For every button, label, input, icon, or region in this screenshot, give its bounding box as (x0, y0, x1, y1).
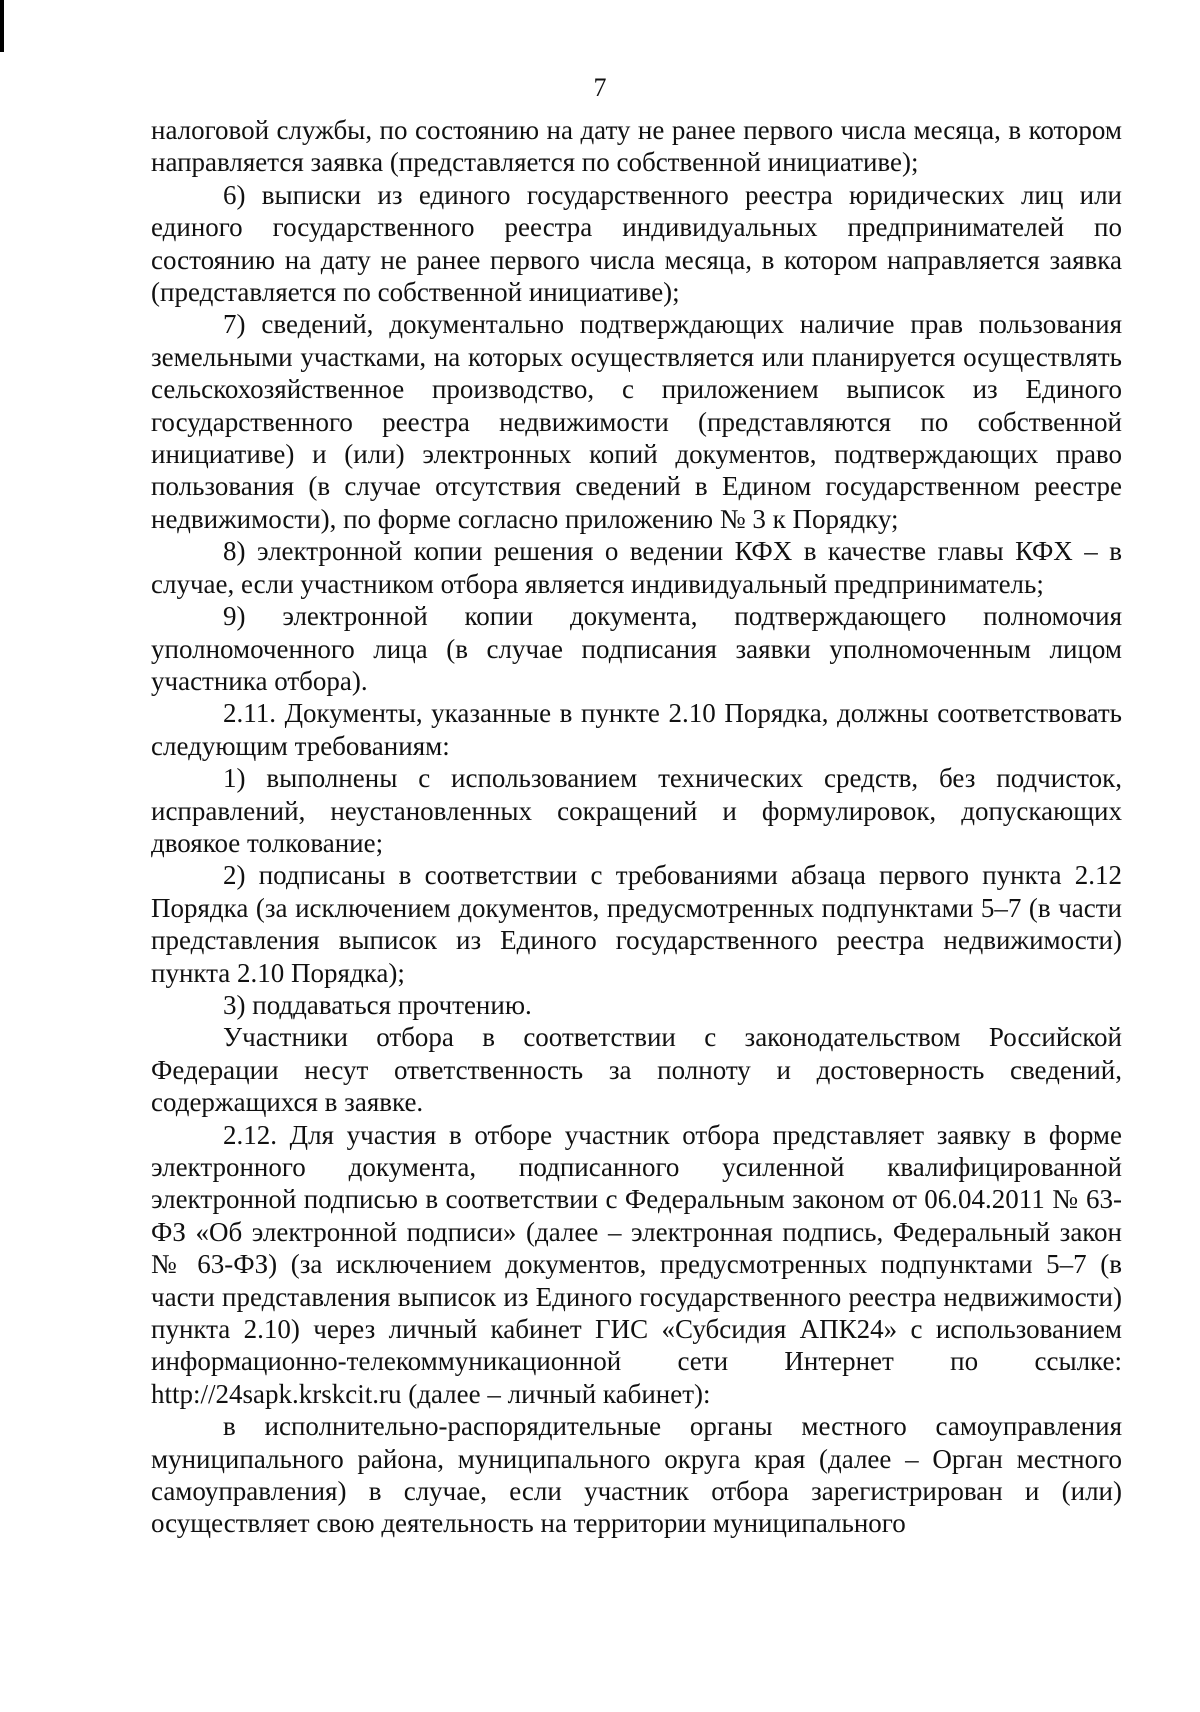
page-number: 7 (593, 73, 607, 102)
paragraph-item-8: 8) электронной копии решения о ведении КФХ в качестве главы КФХ – в случае, если участником отбора является индивидуальный предприниматель; (151, 536, 1122, 599)
paragraph-participants-responsibility: Участники отбора в соответствии с законодательством Российской Федерации несут ответственность за полноту и достоверность сведений, содержащихся в заявке. (151, 1022, 1122, 1118)
document-body (151, 114, 1122, 1540)
paragraph-item-9: 9) электронной копии документа, подтверждающего полномочия уполномоченного лица (в случае подписания заявки уполномоченным лицом участника отбора). (151, 601, 1122, 696)
paragraph-2-12: 2.12. Для участия в отборе участник отбора представляет заявку в форме электронного документа, подписанного усиленной квалифицированной электронной подписью в соответствии с Федеральным законом от 06.04.2011 № 63-ФЗ «Об электронной подписи» (далее – электронная подпись, Федеральный закон № 63-ФЗ) (за исключением документов, предусмотренных подпунктами 5–7 (в части представления выписок из Единого государственного реестра недвижимости) пункта 2.10) через личный кабинет ГИС «Субсидия АПК24» с использованием информационно-телекоммуникационной сети Интернет по ссылке: http://24sapk.krskcit.ru (далее – личный кабинет): (151, 1119, 1122, 1409)
paragraph-requirement-3: 3) поддаваться прочтению. (223, 989, 532, 1020)
paragraph-requirement-1: 1) выполнены с использованием технических средств, без подчисток, исправлений, неустановленных сокращений и формулировок, допускающих двоякое толкование; (151, 763, 1122, 858)
paragraph-tax-service-continuation: налоговой службы, по состоянию на дату не ранее первого числа месяца, в котором направляется заявка (представляется по собственной инициативе); (151, 115, 1122, 178)
paragraph-2-11: 2.11. Документы, указанные в пункте 2.10 Порядка, должны соответствовать следующим требованиям: (151, 698, 1122, 761)
paragraph-requirement-2: 2) подписаны в соответствии с требованиями абзаца первого пункта 2.12 Порядка (за исключением документов, предусмотренных подпунктами 5–7 (в части представления выписок из Единого государственного реестра недвижимости) пункта 2.10 Порядка); (151, 860, 1122, 988)
paragraph-item-6: 6) выписки из единого государственного реестра юридических лиц или единого государственного реестра индивидуальных предпринимателей по состоянию на дату не ранее первого числа месяца, в котором направляется заявка (представляется по собственной инициативе); (151, 179, 1122, 308)
paragraph-local-authorities: в исполнительно-распорядительные органы местного самоуправления муниципального района, муниципального округа края (далее – Орган местного самоуправления) в случае, если участник отбора зарегистрирован и (или) осуществляет свою деятельность на территории муниципального (151, 1411, 1122, 1539)
scan-edge-mark (0, 0, 4, 52)
paragraph-item-7: 7) сведений, документально подтверждающих наличие прав пользования земельными участками, на которых осуществляется или планируется осуществлять сельскохозяйственное производство, с приложением выписок из Единого государственного реестра недвижимости (представляются по собственной инициативе) и (или) электронных копий документов, подтверждающих право пользования (в случае отсутствия сведений в Едином государственном реестре недвижимости), по форме согласно приложению № 3 к Порядку; (151, 309, 1122, 534)
